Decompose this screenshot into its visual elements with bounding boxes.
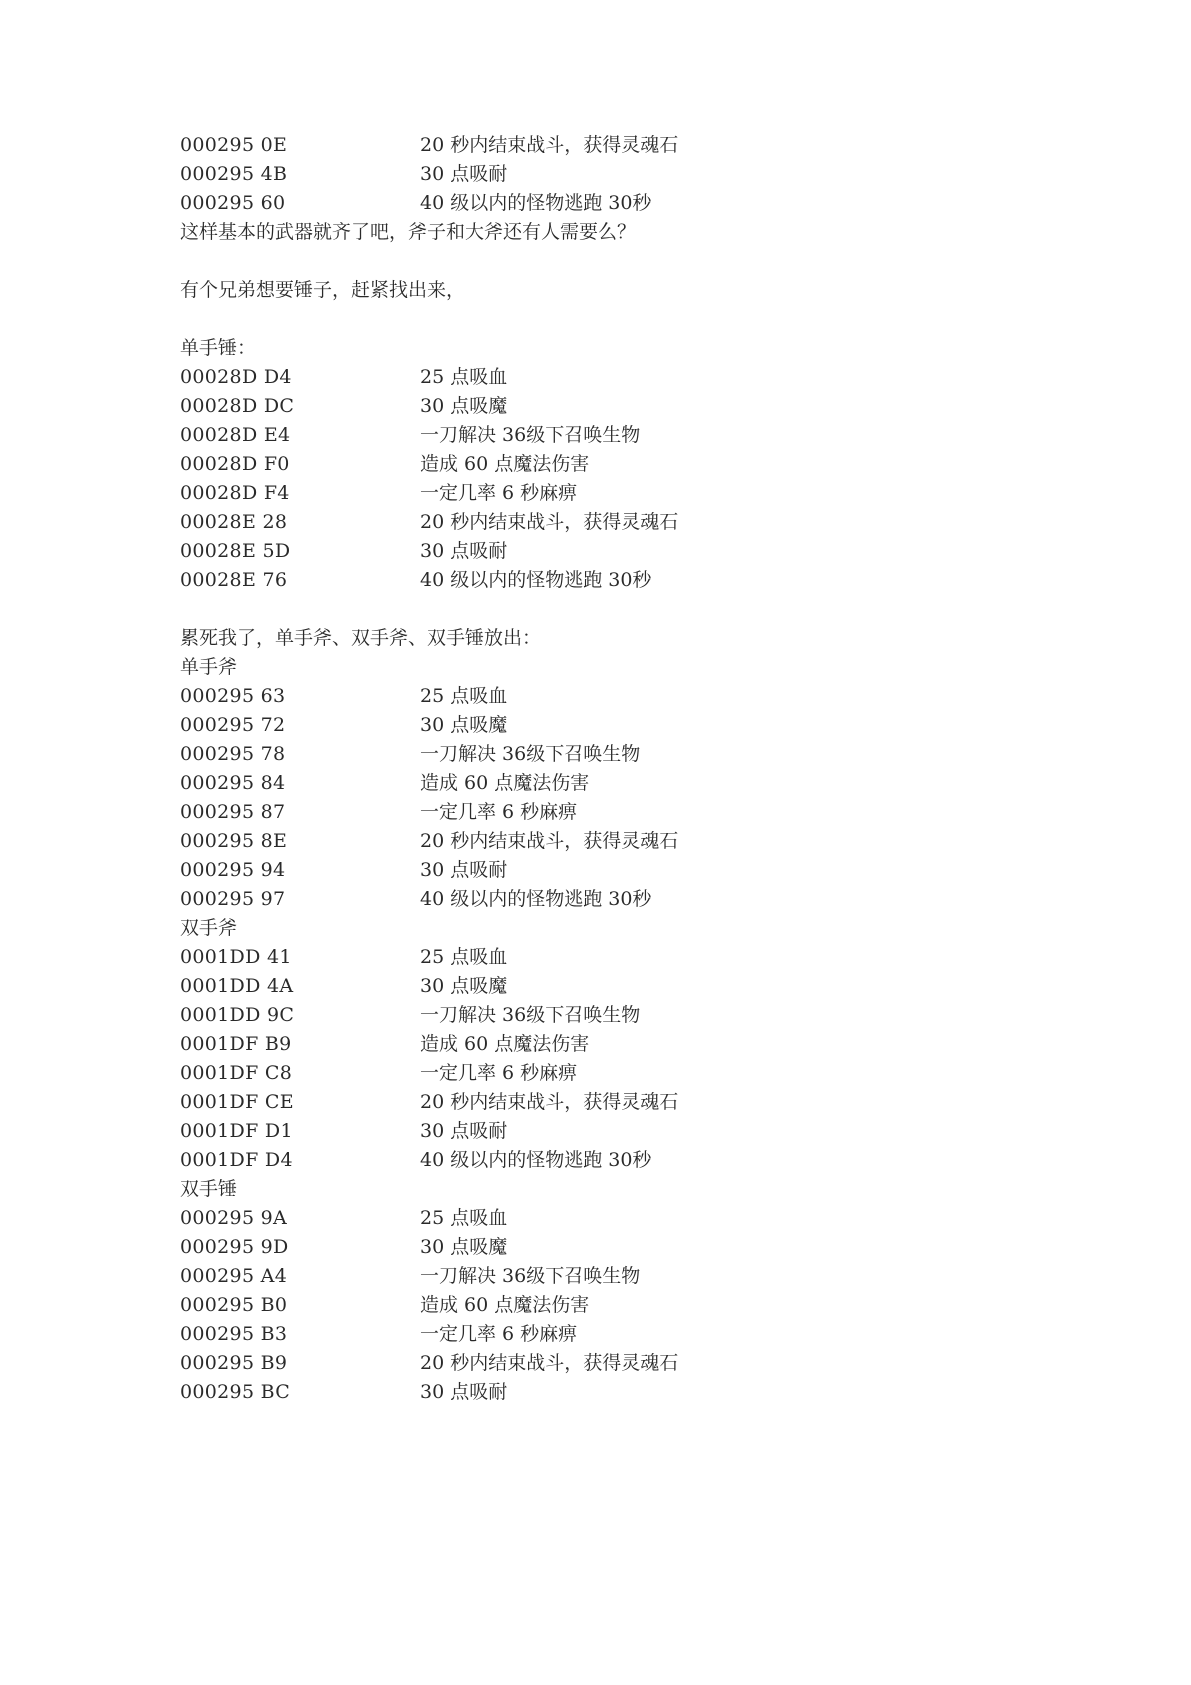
hex-code: 000295 60	[180, 192, 286, 214]
hex-code: 000295 94	[180, 859, 286, 881]
hex-code: 000295 87	[180, 801, 286, 823]
effect-description: 一定几率 6 秒麻痹	[420, 1323, 578, 1345]
effect-description: 20 秒内结束战斗，获得灵魂石	[420, 1091, 679, 1113]
effect-description: 一刀解决 36级下召唤生物	[420, 1004, 641, 1026]
hex-code: 000295 8E	[180, 830, 288, 852]
effect-description: 20 秒内结束战斗，获得灵魂石	[420, 134, 679, 156]
hex-code: 0001DD 9C	[180, 1004, 295, 1026]
effect-description: 20 秒内结束战斗，获得灵魂石	[420, 1352, 679, 1374]
hex-code: 000295 97	[180, 888, 286, 910]
effect-description: 20 秒内结束战斗，获得灵魂石	[420, 511, 679, 533]
effect-description: 25 点吸血	[420, 1207, 508, 1229]
effect-description: 30 点吸耐	[420, 1381, 508, 1403]
hex-code: 000295 0E	[180, 134, 288, 156]
hex-code: 000295 B0	[180, 1294, 288, 1316]
effect-description: 一刀解决 36级下召唤生物	[420, 1265, 641, 1287]
effect-description: 30 点吸魔	[420, 714, 508, 736]
paragraph-text: 单手斧	[180, 656, 238, 678]
hex-code: 0001DF B9	[180, 1033, 292, 1055]
effect-description: 一定几率 6 秒麻痹	[420, 482, 578, 504]
hex-code: 000295 9A	[180, 1207, 288, 1229]
hex-code: 00028E 76	[180, 569, 288, 591]
hex-code: 000295 A4	[180, 1265, 288, 1287]
effect-description: 一定几率 6 秒麻痹	[420, 1062, 578, 1084]
hex-code: 00028D E4	[180, 424, 291, 446]
effect-description: 30 点吸耐	[420, 163, 508, 185]
hex-code: 0001DD 41	[180, 946, 292, 968]
effect-description: 25 点吸血	[420, 946, 508, 968]
effect-description: 30 点吸耐	[420, 859, 508, 881]
paragraph-text: 这样基本的武器就齐了吧，斧子和大斧还有人需要么？	[180, 221, 637, 243]
effect-description: 造成 60 点魔法伤害	[420, 1033, 590, 1055]
hex-code: 000295 B9	[180, 1352, 288, 1374]
effect-description: 一定几率 6 秒麻痹	[420, 801, 578, 823]
effect-description: 30 点吸魔	[420, 1236, 508, 1258]
effect-description: 40 级以内的怪物逃跑 30秒	[420, 569, 652, 591]
effect-description: 30 点吸魔	[420, 975, 508, 997]
effect-description: 40 级以内的怪物逃跑 30秒	[420, 888, 652, 910]
effect-description: 30 点吸魔	[420, 395, 508, 417]
hex-code: 0001DF C8	[180, 1062, 293, 1084]
hex-code: 00028D D4	[180, 366, 292, 388]
hex-code: 0001DF D4	[180, 1149, 293, 1171]
paragraph-text: 有个兄弟想要锤子，赶紧找出来，	[180, 279, 466, 301]
effect-description: 造成 60 点魔法伤害	[420, 1294, 590, 1316]
effect-description: 25 点吸血	[420, 685, 508, 707]
hex-code: 000295 B3	[180, 1323, 288, 1345]
hex-code: 000295 84	[180, 772, 286, 794]
hex-code: 0001DF D1	[180, 1120, 293, 1142]
effect-description: 造成 60 点魔法伤害	[420, 453, 590, 475]
hex-code: 000295 63	[180, 685, 286, 707]
hex-code: 00028D DC	[180, 395, 295, 417]
effect-description: 25 点吸血	[420, 366, 508, 388]
hex-code: 00028D F4	[180, 482, 290, 504]
hex-code: 0001DF CE	[180, 1091, 294, 1113]
hex-code: 000295 9D	[180, 1236, 289, 1258]
hex-code: 000295 BC	[180, 1381, 291, 1403]
paragraph-text: 累死我了，单手斧、双手斧、双手锤放出：	[180, 627, 542, 649]
effect-description: 20 秒内结束战斗，获得灵魂石	[420, 830, 679, 852]
effect-description: 30 点吸耐	[420, 540, 508, 562]
paragraph-text: 单手锤：	[180, 337, 257, 359]
effect-description: 30 点吸耐	[420, 1120, 508, 1142]
effect-description: 40 级以内的怪物逃跑 30秒	[420, 1149, 652, 1171]
effect-description: 造成 60 点魔法伤害	[420, 772, 590, 794]
hex-code: 00028D F0	[180, 453, 290, 475]
hex-code: 00028E 28	[180, 511, 288, 533]
effect-description: 40 级以内的怪物逃跑 30秒	[420, 192, 652, 214]
paragraph-text: 双手斧	[180, 917, 238, 939]
hex-code: 000295 72	[180, 714, 286, 736]
effect-description: 一刀解决 36级下召唤生物	[420, 424, 641, 446]
paragraph-text: 双手锤	[180, 1178, 238, 1200]
hex-code: 0001DD 4A	[180, 975, 294, 997]
hex-code: 000295 4B	[180, 163, 288, 185]
hex-code: 00028E 5D	[180, 540, 291, 562]
effect-description: 一刀解决 36级下召唤生物	[420, 743, 641, 765]
hex-code: 000295 78	[180, 743, 286, 765]
